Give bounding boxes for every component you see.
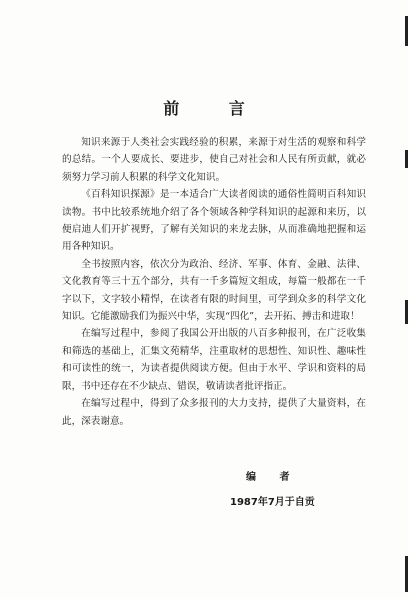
paragraph: 在编写过程中，得到了众多报刊的大力支持，提供了大量资料，在此，深表谢意。 [62,398,366,427]
signature-date: 1987年7月于自贡 [230,497,315,508]
paragraph: 知识来源于人类社会实践经验的积累，来源于对生活的观察和科学的总结。一个人要成长、要进步，使自己对社会和人民有所贡献，就必须努力学习前人积累的科学文化知识。 [62,137,366,183]
paragraph: 在编写过程中，参阅了我国公开出版的八百多种报刊，在广泛收集和筛选的基础上，汇集文苑精华，注重取材的思想性、知识性、趣味性和可读性的统一，为读者提供阅读方便。但由于水平、学识和资料的局限，书中还存在不少缺点、错误，敬请读者批评指正。 [62,328,366,392]
preface-body [62,134,366,430]
author-signature: 编 者 [246,472,300,483]
paragraph: 全书按照内容，依次分为政治、经济、军事、体育、金融、法律、文化教育等三十五个部分，共有一千多篇短文组成，每篇一般都在一千字以下，文字较小精悍，在读者有限的时间里，可学到众多的科学文化知识。它能激励我们为振兴中华，实现“四化”，去开拓、搏击和进取！ [62,258,366,323]
paragraph: 《百科知识探源》是一本适合广大读者阅读的通俗性简明百科知识读物。书中比较系统地介绍了各个领域各种学科知识的起源和来历，以便启迪人们开扩视野，了解有关知识的来龙去脉，从而准确地把握和运用各种知识。 [62,189,366,253]
page-title: 前 言 [163,99,267,118]
